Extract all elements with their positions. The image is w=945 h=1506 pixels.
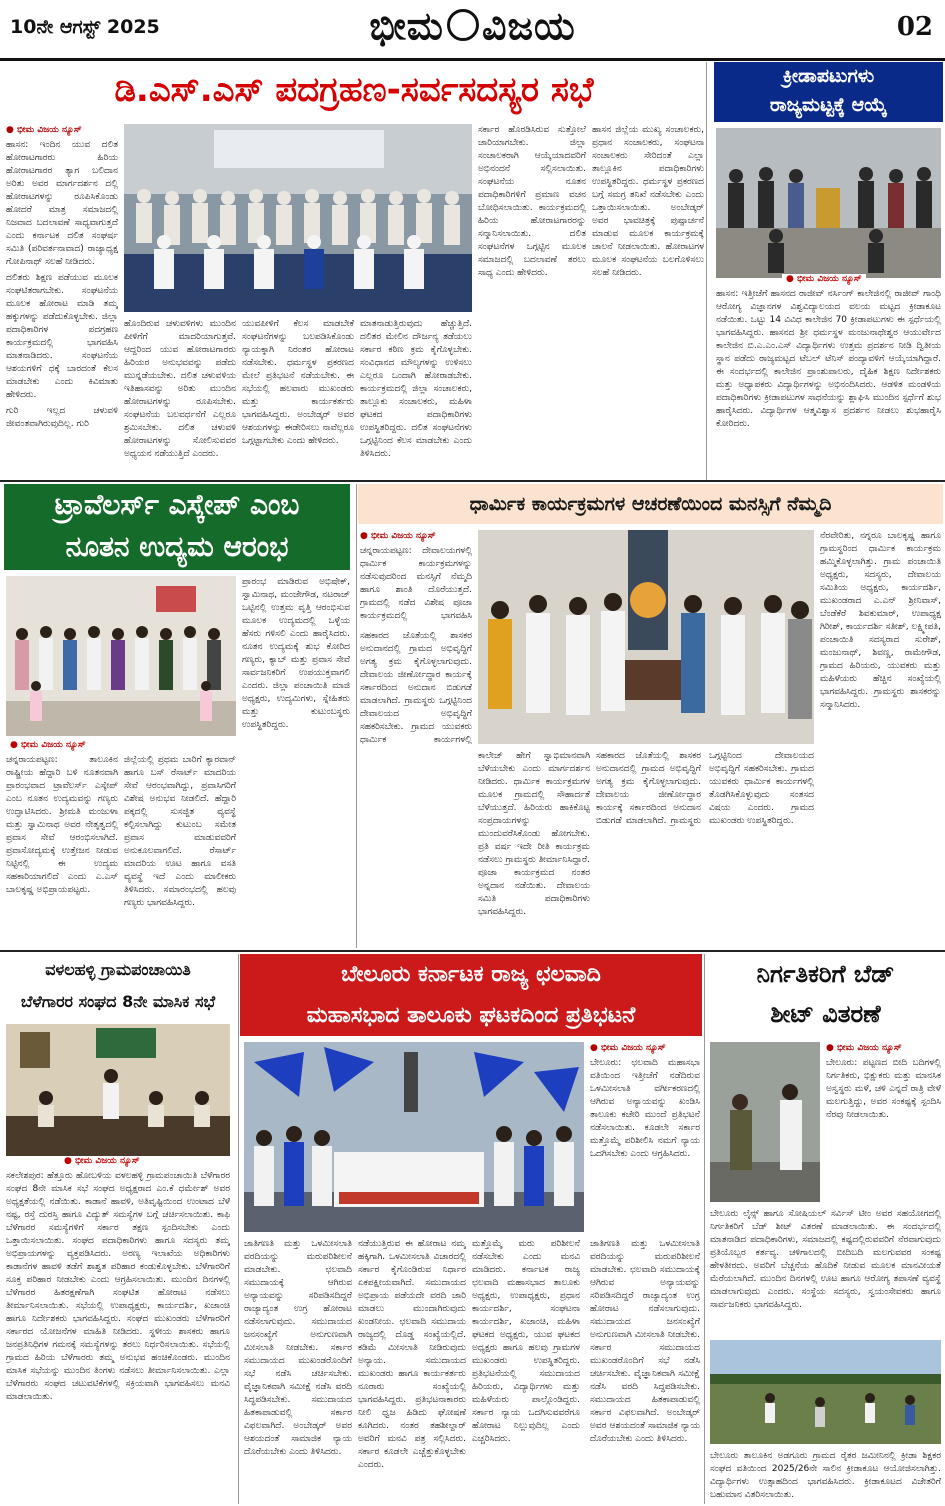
article-column <box>472 1238 580 1502</box>
paragraph: ನಡೆಯುತ್ತಿರುವ ಈ ಹೋರಾಟ ನಮ್ಮ ಹಕ್ಕಿಗಾಗಿ. ಒಳಮೀಸಲಾತಿ ವಿಚಾರದಲ್ಲಿ ಸರ್ಕಾರ ಕೈಗೊಂಡಿರುವ ನಿರ್ಧಾರ ಏಕಪಕ್ಷೀಯವಾಗಿದೆ. ಸಮುದಾಯದ ಅಭಿಪ್ರಾಯ ಪಡೆಯದೇ ವರದಿ ಜಾರಿ ಮಾಡಲು ಮುಂದಾಗಿರುವುದು ಖಂಡನೀಯ. ಛಲವಾದಿ ಸಮುದಾಯ ರಾಜ್ಯದಲ್ಲಿ ದೊಡ್ಡ ಸಂಖ್ಯೆಯಲ್ಲಿದೆ. ಕಡಿಮೆ ಮೀಸಲಾತಿ ನೀಡಿರುವುದು ಅನ್ಯಾಯ. ಸಮುದಾಯದ ಮುಖಂಡರು ಹಾಗೂ ಕಾರ್ಯಕರ್ತರು ನೂರಾರು ಸಂಖ್ಯೆಯಲ್ಲಿ ಭಾಗವಹಿಸಿದ್ದರು. ಪ್ರತಿಭಟನಾಕಾರರು ನೀಲಿ ಧ್ವಜ ಹಿಡಿದು ಘೋಷಣೆ ಕೂಗಿದರು. ನಂತರ ತಹಶೀಲ್ದಾರ್ ಅವರಿಗೆ ಮನವಿ ಪತ್ರ ಸಲ್ಲಿಸಿದರು. ಸರ್ಕಾರ ಕೂಡಲೇ ಎಚ್ಚೆತ್ತುಕೊಳ್ಳಬೇಕು ಎಂದರು. <box>358 1239 466 1470</box>
article-column <box>244 1238 352 1502</box>
column-divider <box>706 62 707 480</box>
article-column <box>124 754 236 944</box>
article-column <box>590 1042 700 1232</box>
byline: ● ಭೀಮ ವಿಜಯ ನ್ಯೂಸ್ <box>6 125 82 135</box>
article-headline <box>708 954 943 1036</box>
paragraph: ಜಾತಿಗಣತಿ ಮತ್ತು ಒಳಮೀಸಲಾತಿ ವರದಿಯನ್ನು ಮರುಪರಿಶೀಲನೆ ಮಾಡಬೇಕು. ಛಲವಾದಿ ಸಮುದಾಯಕ್ಕೆ ಆಗಿರುವ ಅನ್ಯಾಯವನ್ನು ಸರಿಪಡಿಸದಿದ್ದರೆ ರಾಜ್ಯಾದ್ಯಂತ ಉಗ್ರ ಹೋರಾಟ ನಡೆಸಲಾಗುವುದು. ಸಮುದಾಯದ ಜನಸಂಖ್ಯೆಗೆ ಅನುಗುಣವಾಗಿ ಮೀಸಲಾತಿ ನೀಡಬೇಕು. ಸರ್ಕಾರ ಸಮುದಾಯದ ಮುಖಂಡರೊಂದಿಗೆ ಸಭೆ ನಡೆಸಿ ಚರ್ಚಿಸಬೇಕು. ವೈಜ್ಞಾನಿಕವಾಗಿ ಸಮೀಕ್ಷೆ ನಡೆಸಿ ವರದಿ ಸಿದ್ಧಪಡಿಸಬೇಕು. ಸಮುದಾಯದ ಹಿತಕಾಪಾಡುವಲ್ಲಿ ಸರ್ಕಾರ ವಿಫಲವಾಗಿದೆ. ಅಂಬೇಡ್ಕರ್ ಅವರ ಆಶಯದಂತೆ ಸಾಮಾಜಿಕ ನ್ಯಾಯ ದೊರೆಯಬೇಕು ಎಂದು ತಿಳಿಸಿದರು. <box>590 1239 700 1444</box>
article-column <box>592 124 704 474</box>
paragraph: ಚನ್ನರಾಯಪಟ್ಟಣ: ದೇವಾಲಯಗಳಲ್ಲಿ ಧಾರ್ಮಿಕ ಕಾರ್ಯಕ್ರಮಗಳನ್ನು ನಡೆಸುವುದರಿಂದ ಮನಸ್ಸಿಗೆ ನೆಮ್ಮದಿ ಹಾಗೂ ಶಾಂತಿ ದೊರೆಯುತ್ತದೆ. ಗ್ರಾಮದಲ್ಲಿ ನಡೆದ ವಿಶೇಷ ಪೂಜಾ ಕಾರ್ಯಕ್ರಮದಲ್ಲಿ ಭಾಗವಹಿಸಿ <box>360 546 472 621</box>
article-headline <box>4 484 350 570</box>
headline-line: ರಾಜ್ಯಮಟ್ಟಕ್ಕೆ ಆಯ್ಕೆ <box>769 94 888 116</box>
headline-line: ವಳಲಹಳ್ಳಿ ಗ್ರಾಮಪಂಚಾಯಿತಿ <box>45 960 191 979</box>
column-divider <box>356 484 357 948</box>
photo-caption: ● ಭೀಮ ವಿಜಯ ನ್ಯೂಸ್ <box>10 740 86 750</box>
article-column <box>710 1450 941 1504</box>
inauguration-photo <box>6 576 236 736</box>
paragraph: ಜಾತಿಗಣತಿ ಮತ್ತು ಒಳಮೀಸಲಾತಿ ವರದಿಯನ್ನು ಮರುಪರಿಶೀಲನೆ ಮಾಡಬೇಕು. ಛಲವಾದಿ ಸಮುದಾಯಕ್ಕೆ ಆಗಿರುವ ಅನ್ಯಾಯವನ್ನು ಸರಿಪಡಿಸದಿದ್ದರೆ ರಾಜ್ಯಾದ್ಯಂತ ಉಗ್ರ ಹೋರಾಟ ನಡೆಸಲಾಗುವುದು. ಸಮುದಾಯದ ಜನಸಂಖ್ಯೆಗೆ ಅನುಗುಣವಾಗಿ ಮೀಸಲಾತಿ ನೀಡಬೇಕು. ಸರ್ಕಾರ ಸಮುದಾಯದ ಮುಖಂಡರೊಂದಿಗೆ ಸಭೆ ನಡೆಸಿ ಚರ್ಚಿಸಬೇಕು. ವೈಜ್ಞಾನಿಕವಾಗಿ ಸಮೀಕ್ಷೆ ನಡೆಸಿ ವರದಿ ಸಿದ್ಧಪಡಿಸಬೇಕು. ಸಮುದಾಯದ ಹಿತಕಾಪಾಡುವಲ್ಲಿ ಸರ್ಕಾರ ವಿಫಲವಾಗಿದೆ. ಅಂಬೇಡ್ಕರ್ ಅವರ ಆಶಯದಂತೆ ಸಾಮಾಜಿಕ ನ್ಯಾಯ ದೊರೆಯಬೇಕು ಎಂದು ತಿಳಿಸಿದರು. <box>244 1239 352 1457</box>
headline-line: ನಿರ್ಗತಿಕರಿಗೆ ಬೆಡ್ <box>756 960 895 988</box>
article-headline: ಡಿ.ಎಸ್.ಎಸ್ ಪದಗ್ರಹಣ-ಸರ್ವಸದಸ್ಯರ ಸಭೆ <box>114 70 594 110</box>
headline-line: ಕ್ರೀಡಾಪಟುಗಳು <box>782 65 875 87</box>
column-divider <box>704 954 705 1504</box>
article-column <box>478 750 590 944</box>
article-column <box>6 124 118 474</box>
paragraph: ಸಕಲೇಶಪುರ: ಹೆತ್ತೂರು ಹೋಬಳಿಯ ವಳಲಹಳ್ಳಿ ಗ್ರಾಮಪಂಚಾಯಿತಿ ಬೆಳೆಗಾರರ ಸಂಘದ 8ನೇ ಮಾಸಿಕ ಸಭೆ ಸಂಘದ ಅಧ್ಯಕ್ಷರಾದ ಎಂ.ಕೆ ಧರ್ಮೇಶ್ ಅವರ ಅಧ್ಯಕ್ಷತೆಯಲ್ಲಿ ನಡೆಯಿತು. ಕಾಡಾನೆ ಹಾವಳಿ, ಅತಿವೃಷ್ಟಿಯಿಂದ ಉಂಟಾದ ಬೆಳೆ ನಷ್ಟ, ರಸ್ತೆ ದುರಸ್ತಿ ಹಾಗೂ ವಿದ್ಯುತ್ ಸಮಸ್ಯೆಗಳ ಬಗ್ಗೆ ಚರ್ಚಿಸಲಾಯಿತು. ಕಾಫಿ ಬೆಳೆಗಾರರ ಸಮಸ್ಯೆಗಳಿಗೆ ಸರ್ಕಾರ ತಕ್ಷಣ ಸ್ಪಂದಿಸಬೇಕು ಎಂದು ಒತ್ತಾಯಿಸಲಾಯಿತು. ಸಂಘದ ಪದಾಧಿಕಾರಿಗಳು ಹಾಗೂ ಸದಸ್ಯರು ತಮ್ಮ ಅಭಿಪ್ರಾಯಗಳನ್ನು ವ್ಯಕ್ತಪಡಿಸಿದರು. ಅರಣ್ಯ ಇಲಾಖೆಯ ಅಧಿಕಾರಿಗಳು ಕಾಡಾನೆಗಳ ಹಾವಳಿ ತಡೆಗೆ ಶಾಶ್ವತ ಪರಿಹಾರ ಕಂಡುಕೊಳ್ಳಬೇಕು. ಬೆಳೆಗಾರರಿಗೆ ಸೂಕ್ತ ಪರಿಹಾರ ನೀಡಬೇಕು ಎಂದು ಆಗ್ರಹಿಸಲಾಯಿತು. ಮುಂದಿನ ದಿನಗಳಲ್ಲಿ ಬೆಳೆಗಾರರ ಹಿತರಕ್ಷಣೆಗಾಗಿ ಸಂಘಟಿತ ಹೋರಾಟ ನಡೆಸಲು ತೀರ್ಮಾನಿಸಲಾಯಿತು. ಸಭೆಯಲ್ಲಿ ಉಪಾಧ್ಯಕ್ಷರು, ಕಾರ್ಯದರ್ಶಿ, ಖಜಾಂಚಿ ಹಾಗೂ ನಿರ್ದೇಶಕರು ಭಾಗವಹಿಸಿದ್ದರು. ಸಂಘದ ಮುಖಂಡರು ಬೆಳೆಗಾರರಿಗೆ ಸರ್ಕಾರದ ಯೋಜನೆಗಳ ಮಾಹಿತಿ ನೀಡಿದರು. ಸ್ಥಳೀಯ ಶಾಸಕರು ಹಾಗೂ ಜನಪ್ರತಿನಿಧಿಗಳ ಗಮನಕ್ಕೆ ಸಮಸ್ಯೆಗಳನ್ನು ತರಲು ನಿರ್ಧರಿಸಲಾಯಿತು. ಸಭೆಯಲ್ಲಿ ಗ್ರಾಮದ ಹಿರಿಯ ಬೆಳೆಗಾರರು ತಮ್ಮ ಅನುಭವ ಹಂಚಿಕೊಂಡರು. ಮುಂದಿನ ಮಾಸಿಕ ಸಭೆಯನ್ನು ಮುಂದಿನ ತಿಂಗಳು ನಡೆಸಲು ತೀರ್ಮಾನಿಸಲಾಯಿತು. ಎಲ್ಲಾ ಬೆಳೆಗಾರರು ಸಂಘದ ಚಟುವಟಿಕೆಗಳಲ್ಲಿ ಸಕ್ರಿಯವಾಗಿ ಭಾಗವಹಿಸಲು ಮನವಿ ಮಾಡಲಾಯಿತು. <box>6 1171 230 1402</box>
headline-line: ಶೀಟ್ ವಿತರಣೆ <box>770 1000 881 1028</box>
article-religious-events <box>358 484 945 948</box>
paragraph: ಸಹಕಾರದ ಜೊತೆಯಲ್ಲಿ ಶಾಸಕರ ಅನುದಾನದಲ್ಲಿ ಗ್ರಾಮದ ಅಭಿವೃದ್ಧಿಗೆ ಅಗತ್ಯ ಕ್ರಮ ಕೈಗೊಳ್ಳಲಾಗುವುದು. ದೇವಾಲಯ ಜೀರ್ಣೋದ್ಧಾರ ಕಾರ್ಯಕ್ಕೆ ಸರ್ಕಾರದಿಂದ ಅನುದಾನ ಬಿಡುಗಡೆ ಮಾಡಲಾಗಿದೆ. ಗ್ರಾಮಸ್ಥರು ಒಗ್ಗಟ್ಟಿನಿಂದ ದೇವಾಲಯದ ಅಭಿವೃದ್ಧಿಗೆ ಸಹಕರಿಸಬೇಕು. ಗ್ರಾಮದ ಯುವಕರು ಧಾರ್ಮಿಕ ಕಾರ್ಯಗಳಲ್ಲಿ ತೊಡಗಿಸಿಕೊಳ್ಳುವುದು ಸಂತಸದ ವಿಷಯ ಎಂದರು. ಗ್ರಾಮದ ಮುಖಂಡರು ಉಪಸ್ಥಿತರಿದ್ದರು. <box>596 751 814 826</box>
photo-caption: ● ಭೀಮ ವಿಜಯ ನ್ಯೂಸ್ <box>782 274 866 284</box>
sports-team-photo <box>716 128 941 278</box>
article-headline <box>714 62 943 122</box>
paragraph: ಪ್ರಾರಂಭ ಮಾಡಿರುವ ಅಭಿಷೇಕ್, ಸ್ವಾಮಿನಾಥ, ಮಂಜೇಗೌಡ, ನಟರಾಜ್ ಒಟ್ಟಿನಲ್ಲಿ ಉತ್ತಮ ವೃತ್ತಿ ಆರಂಭಿಸುವ ಮೂಲಕ ಉದ್ಯಮದಲ್ಲಿ ಒಳ್ಳೆಯ ಹೆಸರು ಗಳಿಸಲಿ ಎಂದು ಹಾರೈಸಿದರು. ನೂತನ ಉದ್ಯಮಕ್ಕೆ ಶುಭ ಕೋರಿದ ಗಣ್ಯರು, ಕ್ಯಾಬ್ ಮತ್ತು ಪ್ರವಾಸ ಸೇವೆ ಸಾರ್ವಜನಿಕರಿಗೆ ಉಪಯುಕ್ತವಾಗಲಿ ಎಂದರು. ಜಿಲ್ಲಾ ಪಂಚಾಯಿತಿ ಮಾಜಿ ಅಧ್ಯಕ್ಷರು, ಉದ್ಯಮಿಗಳು, ಸ್ನೇಹಿತರು ಮತ್ತು ಕುಟುಂಬಸ್ಥರು ಉಪಸ್ಥಿತರಿದ್ದರು. <box>242 577 350 730</box>
headline-line: ಮಹಾಸಭಾದ ತಾಲೂಕು ಘಟಕದಿಂದ ಪ್ರತಿಭಟನೆ <box>306 1003 636 1028</box>
paragraph: ಮತ್ತೊಮ್ಮೆ ಮರು ಪರಿಶೀಲನೆ ನಡೆಸಬೇಕು ಎಂದು ಮನವಿ ಮಾಡಿದರು. ಕರ್ನಾಟಕ ರಾಜ್ಯ ಛಲವಾದಿ ಮಹಾಸಭಾದ ತಾಲೂಕು ಅಧ್ಯಕ್ಷರು, ಉಪಾಧ್ಯಕ್ಷರು, ಪ್ರಧಾನ ಕಾರ್ಯದರ್ಶಿ, ಸಂಘಟನಾ ಕಾರ್ಯದರ್ಶಿ, ಖಜಾಂಚಿ, ಮಹಿಳಾ ಘಟಕದ ಅಧ್ಯಕ್ಷರು, ಯುವ ಘಟಕದ ಅಧ್ಯಕ್ಷರು ಹಾಗೂ ಹಲವು ಗ್ರಾಮಗಳ ಮುಖಂಡರು ಉಪಸ್ಥಿತರಿದ್ದರು. ಪ್ರತಿಭಟನೆಯಲ್ಲಿ ಸಮುದಾಯದ ಹಿರಿಯರು, ವಿದ್ಯಾರ್ಥಿಗಳು ಮತ್ತು ಮಹಿಳೆಯರು ಪಾಲ್ಗೊಂಡಿದ್ದರು. ಸರ್ಕಾರ ನ್ಯಾಯ ಒದಗಿಸುವವರೆಗೂ ಹೋರಾಟ ನಿಲ್ಲುವುದಿಲ್ಲ ಎಂದು ಎಚ್ಚರಿಸಿದರು. <box>472 1239 580 1444</box>
article-column <box>360 530 472 624</box>
masthead <box>0 0 945 61</box>
protest-photo <box>244 1042 584 1232</box>
bedsheet-distribution-photo <box>710 1042 820 1202</box>
column-divider <box>238 954 239 1504</box>
article-dss-meeting <box>0 62 708 482</box>
article-chalavadi-protest <box>240 954 702 1506</box>
paragraph: ಗುರಿ ಇಲ್ಲದ ಚಳುವಳಿ ಜೀವಂತವಾಗಿರುವುದಿಲ್ಲ. ಗುರಿ <box>6 406 118 429</box>
byline: ● ಭೀಮ ವಿಜಯ ನ್ಯೂಸ್ <box>360 531 436 541</box>
paragraph: ಬೇಲೂರು ಲೈನ್ಸ್ ಹಾಗೂ ಸೋಷಿಯಲ್ ಸರ್ವಿಸ್ ಟೀಂ ಅವರ ಸಹಯೋಗದಲ್ಲಿ ನಿರ್ಗತಿಕರಿಗೆ ಬೆಡ್ ಶೀಟ್ ವಿತರಣೆ ಮಾಡಲಾಯಿತು. ಈ ಸಂದರ್ಭದಲ್ಲಿ ಮಾತನಾಡಿದ ಪದಾಧಿಕಾರಿಗಳು, ಸಮಾಜದಲ್ಲಿ ಕಷ್ಟದಲ್ಲಿರುವವರಿಗೆ ನೆರವಾಗುವುದು ಪ್ರತಿಯೊಬ್ಬರ ಕರ್ತವ್ಯ. ಚಳಿಗಾಲದಲ್ಲಿ ಬೀದಿಬದಿ ಮಲಗುವವರ ಸಂಕಷ್ಟ ಹೇಳತೀರದು. ಅವರಿಗೆ ಬೆಚ್ಚನೆಯ ಹೊದಿಕೆ ನೀಡುವ ಮೂಲಕ ಮಾನವೀಯತೆ ಮೆರೆಯಲಾಗಿದೆ. ಮುಂದಿನ ದಿನಗಳಲ್ಲಿ ಊಟ ಹಾಗೂ ಆರೋಗ್ಯ ತಪಾಸಣೆ ವ್ಯವಸ್ಥೆ ಮಾಡಲಾಗುವುದು ಎಂದರು. ಸಂಸ್ಥೆಯ ಸದಸ್ಯರು, ಸ್ವಯಂಸೇವಕರು ಹಾಗೂ ಸಾರ್ವಜನಿಕರು ಭಾಗವಹಿಸಿದ್ದರು. <box>710 1209 941 1310</box>
chakra-icon <box>447 9 479 41</box>
paragraph: ಹಾಸನ ಜಿಲ್ಲೆಯ ಮುಖ್ಯ ಸಂಚಾಲಕರು, ಪ್ರಧಾನ ಸಂಚಾಲಕರು, ಸಂಘಟನಾ ಸಂಚಾಲಕರು ಸೇರಿದಂತೆ ಎಲ್ಲಾ ತಾಲ್ಲೂಕಿನ ಪದಾಧಿಕಾರಿಗಳು ಉಪಸ್ಥಿತರಿದ್ದರು. ಧರ್ಮಸ್ಥಳ ಪ್ರಕರಣದ ಬಗ್ಗೆ ಸಮಗ್ರ ತನಿಖೆ ನಡೆಸಬೇಕು ಎಂದು ಒತ್ತಾಯಿಸಲಾಯಿತು. ಅಂಬೇಡ್ಕರ್ ಅವರ ಭಾವಚಿತ್ರಕ್ಕೆ ಪುಷ್ಪಾರ್ಚನೆ ಮಾಡುವ ಮೂಲಕ ಕಾರ್ಯಕ್ರಮಕ್ಕೆ ಚಾಲನೆ ನೀಡಲಾಯಿತು. ಹೋರಾಟಗಳ ಮೂಲಕ ಸಂಘಟನೆಯ ಬಲಗೊಳಿಸಲು ಸಲಹೆ ನೀಡಿದರು. <box>592 125 704 278</box>
article-column <box>6 754 118 944</box>
article-sports-selection <box>712 62 945 482</box>
article-headline <box>4 954 232 1020</box>
paragraph: ಜಿಲ್ಲೆಯಲ್ಲಿ ಪ್ರಥಮ ಬಾರಿಗೆ ಕ್ಯಾರವಾನ್ ಹಾಗೂ ಬಸ್ ರೆಸಾರ್ಟ್ ಮಾದರಿಯ ಸೇವೆ ಆರಂಭವಾಗಿದ್ದು, ಪ್ರವಾಸಿಗರಿಗೆ ವಿಶೇಷ ಅನುಭವ ನೀಡಲಿದೆ. ಹೆದ್ದಾರಿ ಪಕ್ಕದಲ್ಲಿ ಸುಸಜ್ಜಿತ ವ್ಯವಸ್ಥೆ ಕಲ್ಪಿಸಲಾಗಿದ್ದು ಕುಟುಂಬ ಸಮೇತ ಪ್ರವಾಸ ಮಾಡುವವರಿಗೆ ಅನುಕೂಲವಾಗಲಿದೆ. ರೆಸಾರ್ಟ್ ಮಾದರಿಯ ಊಟ ಹಾಗೂ ವಸತಿ ವ್ಯವಸ್ಥೆ ಇದೆ ಎಂದು ಮಾಲೀಕರು ತಿಳಿಸಿದರು. ಸಮಾರಂಭದಲ್ಲಿ ಹಲವು ಗಣ್ಯರು ಭಾಗವಹಿಸಿದ್ದರು. <box>124 755 236 908</box>
article-column <box>716 288 941 478</box>
section-divider <box>0 950 945 952</box>
article-column <box>124 318 236 474</box>
headline-line: ನೂತನ ಉದ್ಯಮ ಆರಂಭ <box>65 530 289 563</box>
paragraph: ಹಾಸನ: ಇತ್ತೀಚೆಗೆ ಹಾಸನದ ರಾಜೀವ್ ನರ್ಸಿಂಗ್ ಕಾಲೇಜಿನಲ್ಲಿ ರಾಜೀವ್ ಗಾಂಧಿ ಆರೋಗ್ಯ ವಿಜ್ಞಾನಗಳ ವಿಶ್ವವಿದ್ಯಾಲಯದ ವಲಯ ಮಟ್ಟದ ಕ್ರೀಡಾಕೂಟ ನಡೆಯಿತು. ಒಟ್ಟು 14 ವಿವಿಧ ಕಾಲೇಜಿನ 70 ಕ್ರೀಡಾಪಟುಗಳು ಈ ಸ್ಪರ್ಧೆಯಲ್ಲಿ ಭಾಗವಹಿಸಿದ್ದರು. ಹಾಸನದ ಶ್ರೀ ಧರ್ಮಸ್ಥಳ ಮಂಜುನಾಥೇಶ್ವರ ಆಯುರ್ವೇದ ಕಾಲೇಜಿನ ಬಿ.ಎ.ಎಂ.ಎಸ್ ವಿದ್ಯಾರ್ಥಿಗಳು ಉತ್ತಮ ಪ್ರದರ್ಶನ ನೀಡಿ ದ್ವಿತೀಯ ಸ್ಥಾನ ಪಡೆದು ರಾಜ್ಯಮಟ್ಟದ ಟೆಬಲ್ ಟೆನಿಸ್ ಪಂದ್ಯಾವಳಿಗೆ ಆಯ್ಕೆಯಾಗಿದ್ದಾರೆ. ಈ ಸಂದರ್ಭದಲ್ಲಿ ಕಾಲೇಜಿನ ಪ್ರಾಂಶುಪಾಲರು, ದೈಹಿಕ ಶಿಕ್ಷಣ ನಿರ್ದೇಶಕರು ಮತ್ತು ಅಧ್ಯಾಪಕರು ವಿದ್ಯಾರ್ಥಿಗಳನ್ನು ಅಭಿನಂದಿಸಿದರು. ಆಡಳಿತ ಮಂಡಳಿಯ ಪದಾಧಿಕಾರಿಗಳು ಕ್ರೀಡಾಪಟುಗಳ ಸಾಧನೆಯನ್ನು ಶ್ಲಾಘಿಸಿ ಮುಂದಿನ ಸ್ಪರ್ಧೆಗೆ ಶುಭ ಹಾರೈಸಿದರು. ವಿದ್ಯಾರ್ಥಿಗಳ ಆತ್ಮವಿಶ್ವಾಸ ಪ್ರದರ್ಶನ ನೀಡಲು ಶುಭಹಾರೈಸಿ ಕೋರಿದರು. <box>716 289 941 429</box>
article-growers-meeting <box>0 954 236 1506</box>
paragraph: ಕಾಲೇಜ್ ಹೇಗೆ ಸ್ವಾಭಿಮಾನವಾಗಿ ಬೆಳೆಯಬೇಕು ಎಂದು ಮಾರ್ಗದರ್ಶನ ನೀಡಿದರು. ಧಾರ್ಮಿಕ ಕಾರ್ಯಕ್ರಮಗಳ ಮೂಲಕ ಗ್ರಾಮದಲ್ಲಿ ಸೌಹಾರ್ದತೆ ಬೆಳೆಯುತ್ತದೆ. ಹಿರಿಯರು ಹಾಕಿಕೊಟ್ಟ ಸಂಪ್ರದಾಯಗಳನ್ನು ಮುಂದುವರೆಸಿಕೊಂಡು ಹೋಗಬೇಕು. ಪ್ರತಿ ವರ್ಷ ಇದೇ ರೀತಿ ಕಾರ್ಯಕ್ರಮ ನಡೆಸಲು ಗ್ರಾಮಸ್ಥರು ತೀರ್ಮಾನಿಸಿದ್ದಾರೆ. ಪೂಜಾ ಕಾರ್ಯಕ್ರಮದ ನಂತರ ಅನ್ನದಾನ ನಡೆಯಿತು. ದೇವಾಲಯ ಸಮಿತಿ ಪದಾಧಿಕಾರಿಗಳು ಭಾಗವಹಿಸಿದ್ದರು. <box>478 751 590 917</box>
paragraph: ನೆರವೇರಿತು, ನಗ್ನರೂ ಬಾಲಕೃಷ್ಣ ಹಾಗೂ ಗ್ರಾಮಸ್ಥರಿಂದ ಧಾರ್ಮಿಕ ಕಾರ್ಯಕ್ರಮ ಹಮ್ಮಿಕೊಳ್ಳಲಾಗಿತ್ತು. ಗ್ರಾಮ ಪಂಚಾಯಿತಿ ಅಧ್ಯಕ್ಷರು, ಸದಸ್ಯರು, ದೇವಾಲಯ ಸಮಿತಿಯ ಅಧ್ಯಕ್ಷರು, ಕಾರ್ಯದರ್ಶಿ, ಮುಖಂಡರಾದ ಎ.ಎನ್ ಶ್ರೀನಿವಾಸ್, ಬೆಂಡೆಕೆರೆ ಶಿವಕುಮಾರ್, ಉಪಾಧ್ಯಕ್ಷ ಗಿರೀಶ್, ಕಾರ್ಯದರ್ಶಿ ಸತೀಶ್, ಲಕ್ಷ್ಮೀಪತಿ, ಪಂಚಾಯಿತಿ ಸದಸ್ಯರಾದ ಸುರೇಶ್, ಮಂಜುನಾಥ್, ಶಿವಣ್ಣ, ರಾಮೇಗೌಡ, ಗ್ರಾಮದ ಹಿರಿಯರು, ಯುವಕರು ಮತ್ತು ಮಹಿಳೆಯರು ಹೆಚ್ಚಿನ ಸಂಖ್ಯೆಯಲ್ಲಿ ಭಾಗವಹಿಸಿದ್ದರು. ಗ್ರಾಮಸ್ಥರು ಶಾಸಕರನ್ನು ಸನ್ಮಾನಿಸಿದರು. <box>820 531 941 710</box>
headline-line: ಬೇಲೂರು ಕರ್ನಾಟಕ ರಾಜ್ಯ ಛಲವಾದಿ <box>341 962 601 987</box>
page-number: 02 <box>896 12 933 42</box>
article-column <box>596 750 814 944</box>
logo-left-text: ಭೀಮ <box>369 4 444 48</box>
paragraph: ಸಹಕಾರದ ಜೊತೆಯಲ್ಲಿ ಶಾಸಕರ ಅನುದಾನದಲ್ಲಿ ಗ್ರಾಮದ ಅಭಿವೃದ್ಧಿಗೆ ಅಗತ್ಯ ಕ್ರಮ ಕೈಗೊಳ್ಳಲಾಗುವುದು. ದೇವಾಲಯ ಜೀರ್ಣೋದ್ಧಾರ ಕಾರ್ಯಕ್ಕೆ ಸರ್ಕಾರದಿಂದ ಅನುದಾನ ಬಿಡುಗಡೆ ಮಾಡಲಾಗಿದೆ. ಗ್ರಾಮಸ್ಥರು ಒಗ್ಗಟ್ಟಿನಿಂದ ದೇವಾಲಯದ ಅಭಿವೃದ್ಧಿಗೆ ಸಹಕರಿಸಬೇಕು. ಗ್ರಾಮದ ಯುವಕರು ಧಾರ್ಮಿಕ ಕಾರ್ಯಗಳಲ್ಲಿ <box>360 631 472 744</box>
article-column <box>360 630 472 744</box>
issue-date: 10ನೇ ಆಗಸ್ಟ್ 2025 <box>10 16 160 38</box>
newspaper-logo <box>0 4 945 49</box>
article-headline: ಧಾರ್ಮಿಕ ಕಾರ್ಯಕ್ರಮಗಳ ಆಚರಣೆಯಿಂದ ಮನಸ್ಸಿಗೆ ನೆಮ್ಮದಿ <box>358 484 943 524</box>
logo-right-text: ವಿಜಯ <box>481 4 576 48</box>
article-column <box>358 1238 466 1502</box>
paragraph: ದಲಿತರು ಶಿಕ್ಷಣ ಪಡೆಯುವ ಮೂಲಕ ಸಂಘಟಿತರಾಗಬೇಕು. ಸಂಘಟನೆಯ ಮೂಲಕ ಹೋರಾಟ ಮಾಡಿ ತಮ್ಮ ಹಕ್ಕುಗಳನ್ನು ಪಡೆದುಕೊಳ್ಳಬೇಕು. ಜಿಲ್ಲಾ ಪದಾಧಿಕಾರಿಗಳ ಪದಗ್ರಹಣ ಕಾರ್ಯಕ್ರಮದಲ್ಲಿ ಭಾಗವಹಿಸಿ ಮಾತನಾಡಿದರು. ಸಂಘಟನೆಯ ಆಶಯಗಳಿಗೆ ಧಕ್ಕೆ ಬಾರದಂತೆ ಕೆಲಸ ಮಾಡಬೇಕು ಎಂದು ಕಿವಿಮಾತು ಹೇಳಿದರು. <box>6 273 118 400</box>
headline-line: ಬೆಳೆಗಾರರ ಸಂಘದ 8ನೇ ಮಾಸಿಕ ಸಭೆ <box>20 992 216 1011</box>
section-divider <box>0 480 945 482</box>
article-travellers-escape <box>0 484 354 948</box>
article-column <box>590 1238 700 1502</box>
article-column <box>242 318 354 474</box>
paragraph: ಹೊಂದಿರುವ ಚಳುವಳಿಗಳು ಮುಂದಿನ ಪೀಳಿಗೆಗೆ ಮಾದರಿಯಾಗುತ್ತವೆ. ಆದ್ದರಿಂದ ಯುವ ಹೋರಾಟಗಾರರು ಹಿರಿಯರ ಅನುಭವವನ್ನು ಪಡೆದು ಮುನ್ನಡೆಯಬೇಕು. ದಲಿತ ಚಳುವಳಿಯ ಇತಿಹಾಸವನ್ನು ಅರಿತು ಮುಂದಿನ ಹೋರಾಟಗಳನ್ನು ರೂಪಿಸಬೇಕು. ಸಂಘಟನೆಯ ಬಲವರ್ಧನೆಗೆ ಎಲ್ಲರೂ ಶ್ರಮಿಸಬೇಕು. ದಲಿತ ಚಳುವಳಿ ಹೋರಾಟಗಳನ್ನು ಸೋಲಿಸುವವರ ಅಧ್ಯಯನ ನಡೆಯುತ್ತಿದೆ ಎಂದರು. <box>124 319 236 459</box>
byline: ● ಭೀಮ ವಿಜಯ ನ್ಯೂಸ್ <box>826 1043 902 1053</box>
photo-caption: ● ಭೀಮ ವಿಜಯ ನ್ಯೂಸ್ <box>64 1156 140 1166</box>
paragraph: ಬೇಲೂರು: ಛಲವಾದಿ ಮಹಾಸಭಾ ವತಿಯಿಂದ ಇತ್ತೀಚೆಗೆ ನಡೆದಿರುವ ಒಳಮೀಸಲಾತಿ ವರ್ಗೀಕರಣದಲ್ಲಿ ಆಗಿರುವ ಅನ್ಯಾಯವನ್ನು ಖಂಡಿಸಿ ತಾಲೂಕು ಕಚೇರಿ ಮುಂದೆ ಪ್ರತಿಭಟನೆ ನಡೆಸಲಾಯಿತು. ಕೂಡಲೇ ಸರ್ಕಾರ ಮತ್ತೊಮ್ಮೆ ಪರಿಶೀಲಿಸಿ ನಮಗೆ ನ್ಯಾಯ ಒದಗಿಸಬೇಕು ಎಂದು ಆಗ್ರಹಿಸಿದರು. <box>590 1058 700 1159</box>
article-column <box>478 124 586 474</box>
byline: ● ಭೀಮ ವಿಜಯ ನ್ಯೂಸ್ <box>590 1043 666 1053</box>
article-column <box>360 318 472 474</box>
dss-meeting-photo <box>124 124 472 312</box>
paragraph: ಬೇಲೂರು: ಪಟ್ಟಣದ ಬೀದಿ ಬದಿಗಳಲ್ಲಿ ನಿರ್ಗತಿಕರು, ಭಿಕ್ಷುಕರು ಮತ್ತು ಮಾನಸಿಕ ಅಸ್ವಸ್ಥರು ಮಳೆ, ಚಳಿ ಎನ್ನದೆ ರಾತ್ರಿ ವೇಳೆ ಮಲಗುತ್ತಿದ್ದು, ಅವರ ಸಂಕಷ್ಟಕ್ಕೆ ಸ್ಪಂದಿಸಿ ನೆರವು ನೀಡಲಾಯಿತು. <box>826 1058 941 1120</box>
article-bedsheet-distribution <box>706 954 945 1506</box>
article-column <box>242 576 350 742</box>
paragraph: ಬೇಲೂರು ತಾಲೂಕಿನ ಅಡಗೂರು ಗ್ರಾಮದ ರೈತರ ಜಮೀನಿನಲ್ಲಿ ಕ್ರೀಡಾ ಶಿಕ್ಷಕರ ಸಂಘದ ವತಿಯಿಂದ 2025/26ನೇ ಸಾಲಿನ ಕ್ರೀಡಾಕೂಟ ಆಯೋಜಿಸಲಾಗಿತ್ತು. ವಿದ್ಯಾರ್ಥಿಗಳು ಉತ್ಸಾಹದಿಂದ ಭಾಗವಹಿಸಿದರು. ಕ್ರೀಡಾಕೂಟದ ವಿಜೇತರಿಗೆ ಬಹುಮಾನ ವಿತರಿಸಲಾಯಿತು. <box>710 1451 941 1500</box>
article-column <box>826 1042 941 1202</box>
article-column <box>6 1170 230 1502</box>
article-column <box>710 1208 941 1334</box>
article-headline <box>240 954 702 1036</box>
growers-meeting-photo <box>6 1024 230 1156</box>
headline-line: ಟ್ರಾವೆಲರ್ಸ್ ಎಸ್ಕೇಪ್ ಎಂಬ <box>54 488 300 521</box>
paragraph: ಹಾಸನ: ಇಂದಿನ ಯುವ ದಲಿತ ಹೋರಾಟಗಾರರು ಹಿರಿಯ ಹೋರಾಟಗಾರರ ತ್ಯಾಗ ಬಲಿದಾನ ಅರಿತು ಅವರ ಮಾರ್ಗದರ್ಶನ ದಲ್ಲಿ ಹೋರಾಟಗಳನ್ನು ರೂಪಿಸಿಕೊಂಡು ಹೋದರೆ ಮಾತ್ರ ಸಮಾಜದಲ್ಲಿ ನಿಜವಾದ ಬದಲಾವಣೆ ಸಾಧ್ಯವಾಗುತ್ತದೆ ಎಂದು ಕರ್ನಾಟಕ ದಲಿತ ಸಂಘರ್ಷ ಸಮಿತಿ (ಪರಿವರ್ತನಾವಾದ) ರಾಜ್ಯಾಧ್ಯಕ್ಷ ಗೋಪಿನಾಥ್ ಸಲಹೆ ನೀಡಿದರು. <box>6 140 118 267</box>
article-column <box>820 530 941 944</box>
paragraph: ಸರ್ಕಾರ ಹೊರಡಿಸಿರುವ ಸುತ್ತೋಲೆ ಜಾರಿಯಾಗಬೇಕು. ಜಿಲ್ಲಾ ಸಂಚಾಲಕರಾಗಿ ಆಯ್ಕೆಯಾದವರಿಗೆ ಅಭಿನಂದನೆ ಸಲ್ಲಿಸಲಾಯಿತು. ಸಂಘಟನೆಯ ನೂತನ ಪದಾಧಿಕಾರಿಗಳಿಗೆ ಪ್ರಮಾಣ ವಚನ ಬೋಧಿಸಲಾಯಿತು. ಕಾರ್ಯಕ್ರಮದಲ್ಲಿ ಹಿರಿಯ ಹೋರಾಟಗಾರರನ್ನು ಸನ್ಮಾನಿಸಲಾಯಿತು. ದಲಿತ ಸಂಘಟನೆಗಳ ಒಗ್ಗಟ್ಟಿನ ಮೂಲಕ ಸಮಾಜದಲ್ಲಿ ಬದಲಾವಣೆ ತರಲು ಸಾಧ್ಯ ಎಂದು ಹೇಳಿದರು. <box>478 125 586 278</box>
pooja-ceremony-photo <box>478 530 814 744</box>
paragraph: ಯುವಪೀಳಿಗೆ ಕೆಲಸ ಮಾಡಬೇಕೆ ಸಂಘಟನೆಗಳನ್ನು ಬಲಪಡಿಸಿಕೊಂಡು ನ್ಯಾಯಕ್ಕಾಗಿ ನಿರಂತರ ಹೋರಾಟ ನಡೆಸಬೇಕು. ಧರ್ಮಸ್ಥಳ ಪ್ರಕರಣದ ಮೇಲೆ ಪ್ರತಿಭಟನೆ ನಡೆಯಬೇಕು. ಈ ಸಭೆಯಲ್ಲಿ ಹಲವಾರು ಮುಖಂಡರು ಮತ್ತು ಕಾರ್ಯಕರ್ತರು ಭಾಗವಹಿಸಿದ್ದರು. ಅಂಬೇಡ್ಕರ್ ಅವರ ಆಶಯಗಳನ್ನು ಈಡೇರಿಸಲು ನಾವೆಲ್ಲರೂ ಒಗ್ಗಟ್ಟಾಗಬೇಕು ಎಂದು ಹೇಳಿದರು. <box>242 319 354 446</box>
sports-event-photo <box>710 1340 941 1444</box>
paragraph: ಮಾತನಾಡುತ್ತಿರುವುದು ಹೆಚ್ಚುತ್ತಿದೆ. ದಲಿತರ ಮೇಲಿನ ದೌರ್ಜನ್ಯ ತಡೆಯಲು ಸರ್ಕಾರ ಕಠಿಣ ಕ್ರಮ ಕೈಗೊಳ್ಳಬೇಕು. ಸಂವಿಧಾನದ ಮೌಲ್ಯಗಳನ್ನು ಉಳಿಸಲು ಎಲ್ಲರೂ ಒಂದಾಗಿ ಹೋರಾಡಬೇಕು. ಕಾರ್ಯಕ್ರಮದಲ್ಲಿ ಜಿಲ್ಲಾ ಸಂಚಾಲಕರು, ತಾಲ್ಲೂಕು ಸಂಚಾಲಕರು, ಮಹಿಳಾ ಘಟಕದ ಪದಾಧಿಕಾರಿಗಳು ಉಪಸ್ಥಿತರಿದ್ದರು. ದಲಿತ ಸಂಘಟನೆಗಳು ಒಗ್ಗಟ್ಟಿನಿಂದ ಕೆಲಸ ಮಾಡಬೇಕು ಎಂದು ತಿಳಿಸಿದರು. <box>360 319 472 459</box>
paragraph: ಚನ್ನರಾಯಪಟ್ಟಣ: ತಾಲೂಕಿನ ರಾಷ್ಟ್ರೀಯ ಹೆದ್ದಾರಿ ಬಳಿ ನೂತನವಾಗಿ ಪ್ರಾರಂಭವಾದ ಟ್ರಾವೆಲರ್ಸ್ ಎಸ್ಕೇಪ್ ಎಂಬ ನೂತನ ಉದ್ಯಮವನ್ನು ಗಣ್ಯರು ಉದ್ಘಾಟಿಸಿದರು. ಶ್ರೀಮತಿ ಮಂಜುಳಾ ಮತ್ತು ಸ್ವಾಮಿನಾಥ ಅವರ ನೇತೃತ್ವದಲ್ಲಿ ಪ್ರವಾಸ ಸೇವೆ ಆರಂಭಿಸಲಾಗಿದೆ. ಪ್ರವಾಸೋದ್ಯಮಕ್ಕೆ ಉತ್ತೇಜನ ನೀಡುವ ನಿಟ್ಟಿನಲ್ಲಿ ಈ ಉದ್ಯಮ ಸಹಕಾರಿಯಾಗಲಿದೆ ಎಂದು ಎ.ಎಸ್ ಬಾಲಕೃಷ್ಣ ಅಭಿಪ್ರಾಯಪಟ್ಟರು. <box>6 755 118 895</box>
